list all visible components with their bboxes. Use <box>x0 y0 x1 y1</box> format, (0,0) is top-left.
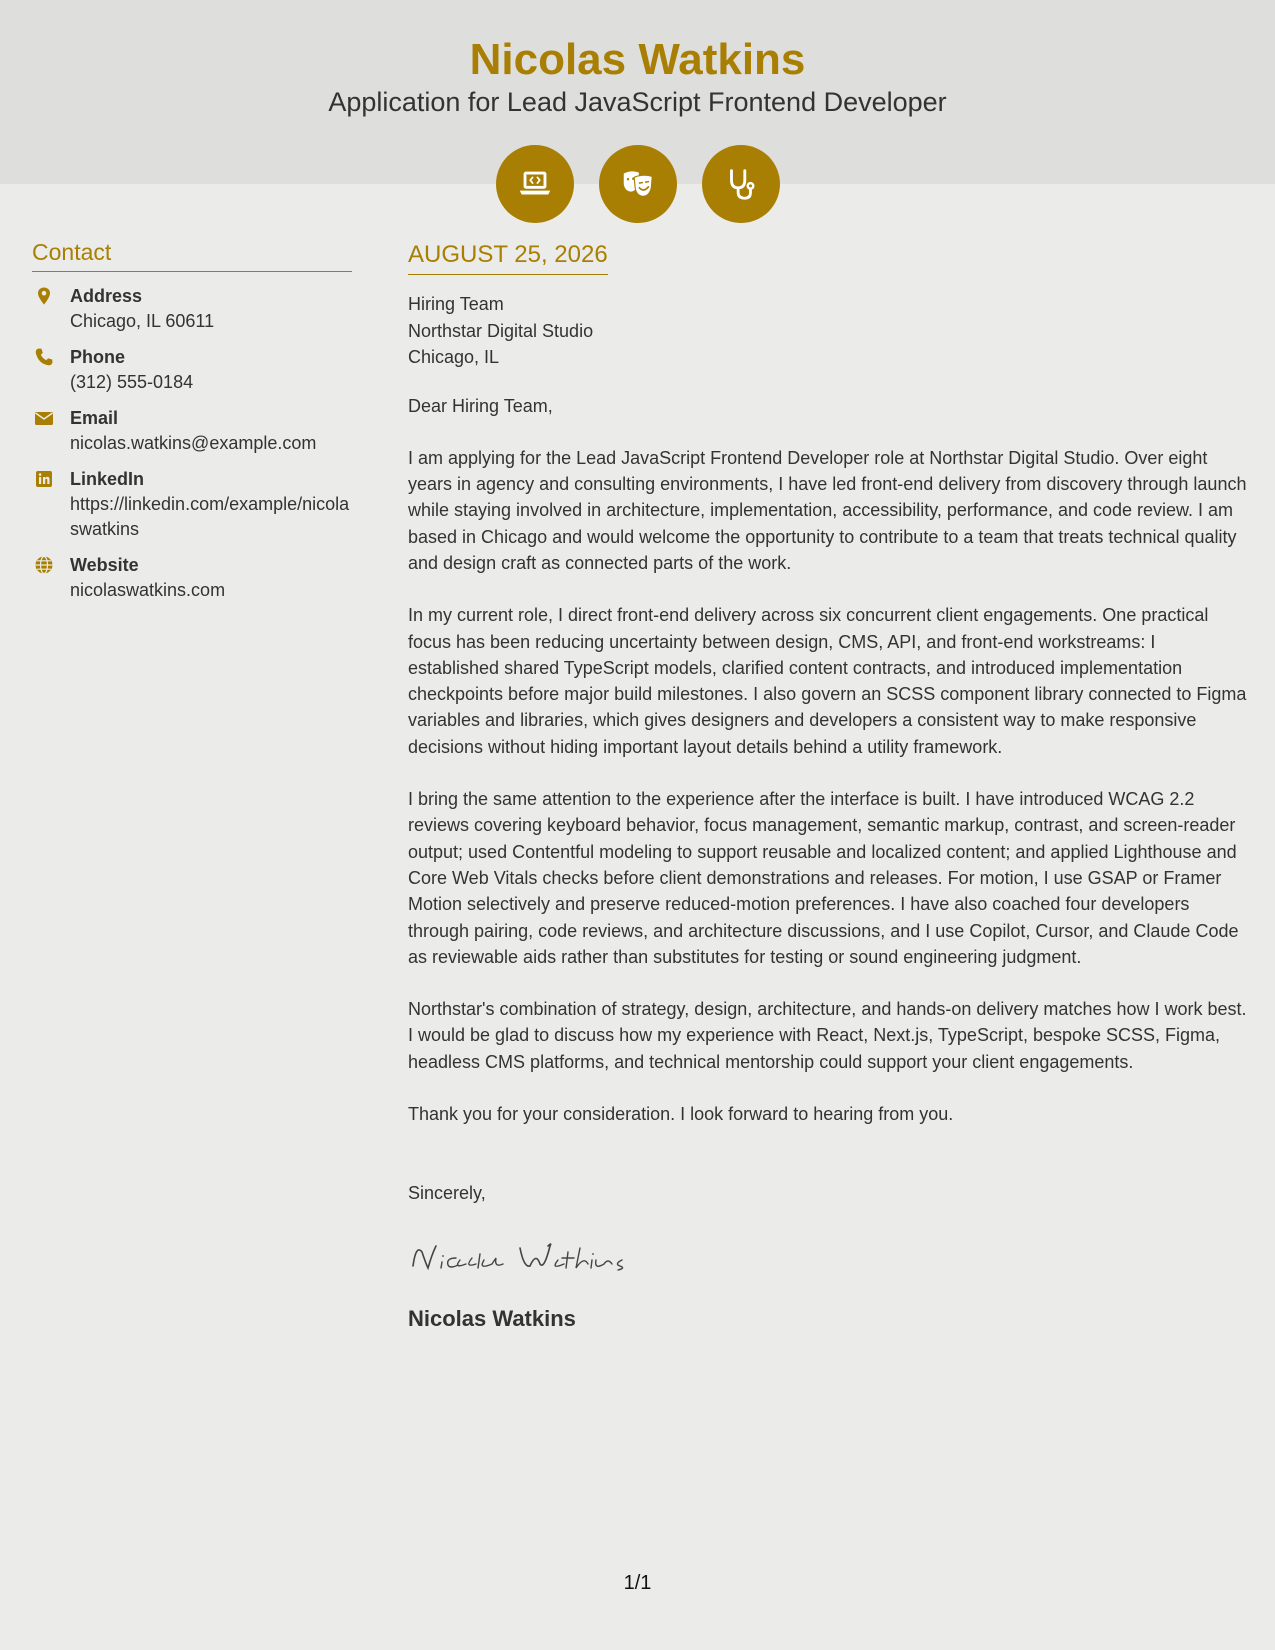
linkedin-label: LinkedIn <box>70 469 145 489</box>
address-value: Chicago, IL 60611 <box>70 311 215 331</box>
salutation: Dear Hiring Team, <box>408 395 553 416</box>
globe-icon <box>34 555 54 575</box>
laptop-code-icon <box>496 145 574 223</box>
body-paragraph: Thank you for your consideration. I look forward to hearing from you. <box>408 1104 954 1125</box>
recipient-line: Chicago, IL <box>408 347 500 367</box>
contact-list <box>32 284 352 603</box>
application-subtitle: Application for Lead JavaScript Frontend Developer <box>328 87 947 117</box>
phone-label: Phone <box>70 347 126 367</box>
body-paragraph: I bring the same attention to the experience after the interface is built. I have introduced WCAG 2.2 reviews covering keyboard behavior, focus management, semantic markup, contrast, and screen-reader output; used Contentful modeling to support reusable and localized content; and applied Lighthouse and Core Web Vitals checks before client demonstrations and releases. For motion, I use GSAP or Framer Motion selectively and preserve reduced-motion preferences. I have also coached four developers through pairing, code reviews, and architecture discussions, and I use Copilot, Cursor, and Claude Code as reviewable aids rather than substitutes for testing or sound engineering judgment. <box>408 789 1239 967</box>
address-label: Address <box>70 286 143 306</box>
contact-linkedin <box>32 467 352 542</box>
closing: Sincerely, <box>408 1183 486 1204</box>
letter-date: AUGUST 25, 2026 <box>408 238 608 275</box>
contact-website <box>32 553 352 603</box>
contact-heading: Contact <box>32 236 352 272</box>
letter-body <box>408 238 1248 1334</box>
body-paragraph: I am applying for the Lead JavaScript Frontend Developer role at Northstar Digital Studio. Over eight years in agency and consulting environments, I have led front-end delivery from discovery through launch while staying involved in architecture, implementation, accessibility, performance, and code review. I am based in Chicago and would welcome the opportunity to contribute to a team that treats technical quality and design craft as connected parts of the work. <box>408 447 1247 573</box>
contact-sidebar <box>32 236 352 614</box>
contact-address <box>32 284 352 334</box>
body-paragraph: In my current role, I direct front-end delivery across six concurrent client engagements. One practical focus has been reducing uncertainty between design, CMS, API, and front-end workstreams: I established shared TypeScript models, clarified content contracts, and introduced implementation checkpoints before major build milestones. I also govern an SCSS component library connected to Figma variables and libraries, which gives designers and developers a consistent way to make responsive decisions without hiding important layout details behind a utility framework. <box>408 605 1247 757</box>
linkedin-icon <box>34 469 54 489</box>
website-value[interactable]: nicolaswatkins.com <box>70 580 226 600</box>
phone-icon <box>34 347 54 367</box>
recipient-line: Northstar Digital Studio <box>408 320 594 341</box>
signed-name: Nicolas Watkins <box>408 1306 576 1332</box>
contact-phone <box>32 345 352 395</box>
applicant-name: Nicolas Watkins <box>469 35 806 84</box>
recipient-line: Hiring Team <box>408 294 504 314</box>
email-value[interactable]: nicolas.watkins@example.com <box>70 433 317 453</box>
page-number: 1/1 <box>623 1572 652 1594</box>
map-pin-icon <box>34 286 54 306</box>
body-paragraph: Northstar's combination of strategy, design, architecture, and hands-on delivery matches how I work best. I would be glad to discuss how my experience with React, Next.js, TypeScript, bespoke SCSS, Figma, headless CMS platforms, and technical mentorship could support your client engagements. <box>408 999 1247 1072</box>
stethoscope-icon <box>702 145 780 223</box>
email-label: Email <box>70 408 119 428</box>
envelope-icon <box>34 408 54 428</box>
contact-email <box>32 406 352 456</box>
website-label: Website <box>70 555 139 575</box>
phone-value: (312) 555-0184 <box>70 372 194 392</box>
recipient-block <box>408 291 1248 371</box>
handwritten-signature <box>408 1234 1248 1284</box>
theater-masks-icon <box>599 145 677 223</box>
linkedin-value[interactable]: https://linkedin.com/example/nicolaswatkins <box>70 494 350 539</box>
